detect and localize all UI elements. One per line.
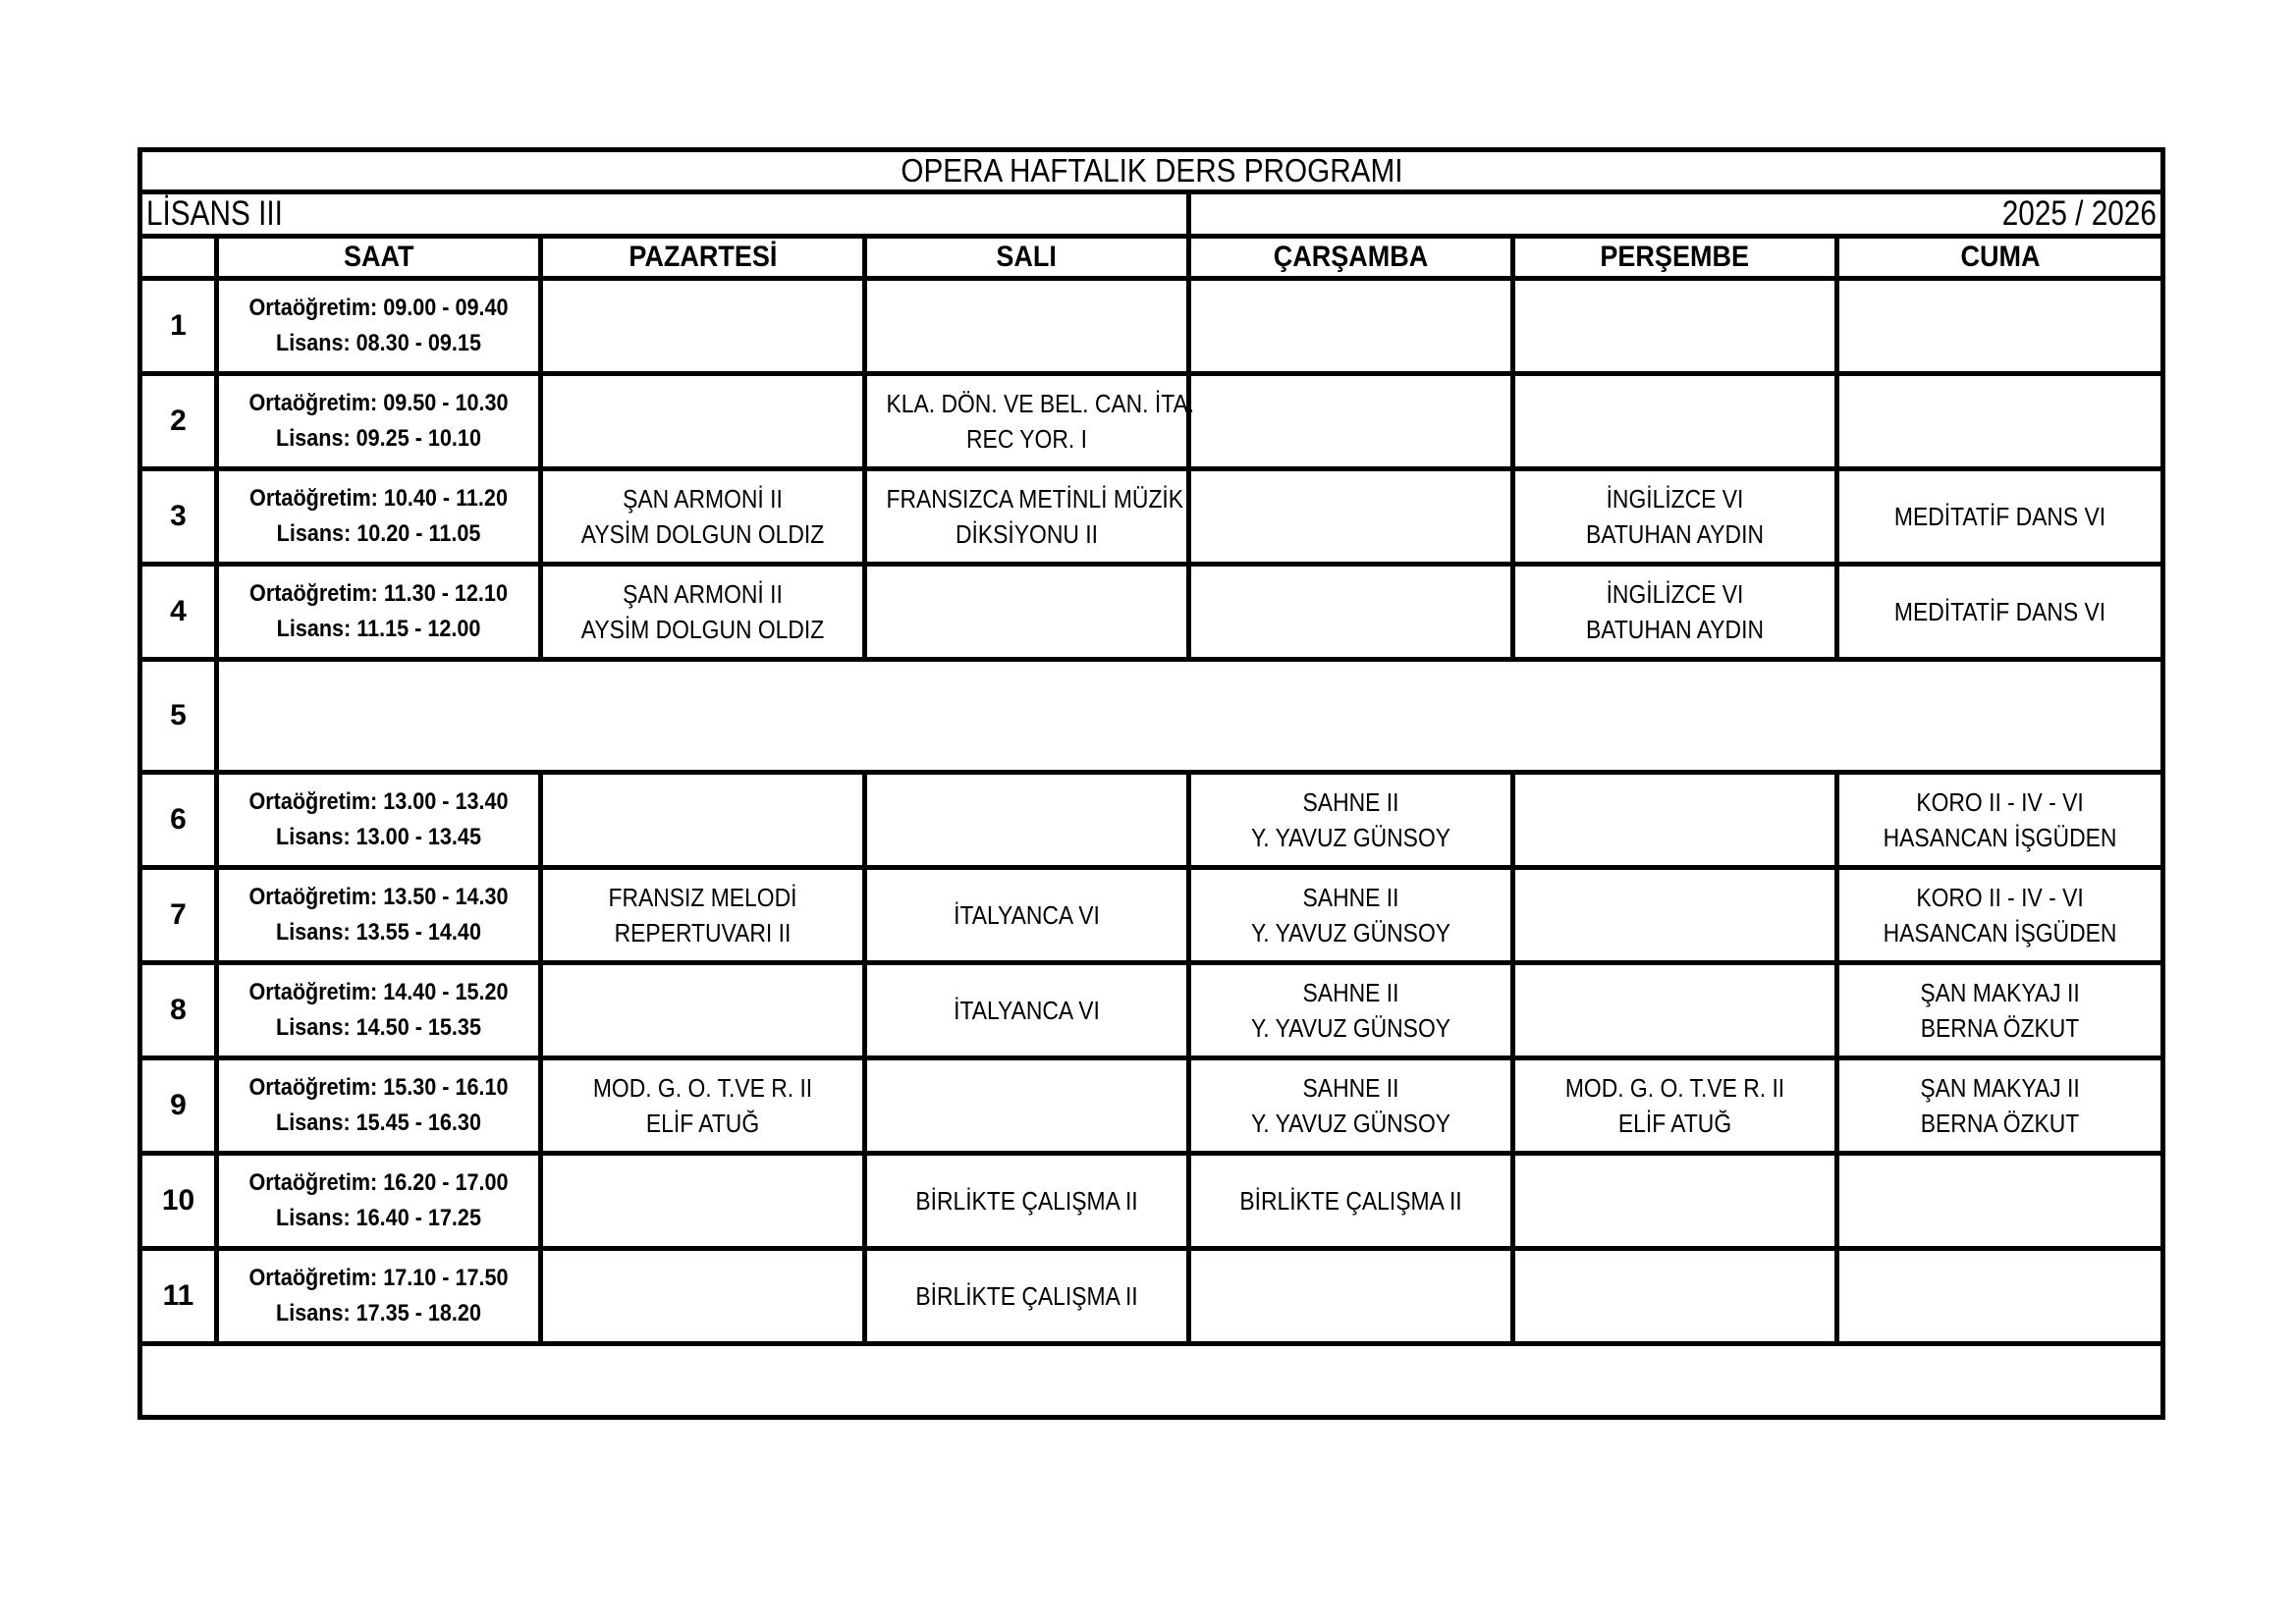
course-cell bbox=[1189, 1154, 1513, 1249]
instructor-name: Y. YAVUZ GÜNSOY bbox=[1250, 918, 1451, 947]
course-cell bbox=[541, 1154, 865, 1249]
course-name: ŞAN MAKYAJ II bbox=[1920, 978, 2080, 1007]
course-name: SAHNE II bbox=[1302, 978, 1399, 1007]
undergrad-time: Lisans: 10.20 - 11.05 bbox=[276, 520, 481, 547]
course-cell bbox=[1513, 565, 1837, 660]
time-cell bbox=[217, 1058, 541, 1154]
course-cell bbox=[865, 1249, 1189, 1344]
break-cell bbox=[217, 660, 2163, 773]
course-cell bbox=[1189, 565, 1513, 660]
course-cell bbox=[1837, 1249, 2163, 1344]
course-name: SAHNE II bbox=[1302, 883, 1399, 912]
course-cell bbox=[541, 565, 865, 660]
instructor-name: HASANCAN İŞGÜDEN bbox=[1883, 823, 2117, 852]
table-row bbox=[140, 1058, 2163, 1154]
course-name: BİRLİKTE ÇALIŞMA II bbox=[915, 1186, 1138, 1216]
course-name: KORO II - IV - VI bbox=[1916, 883, 2084, 912]
course-cell bbox=[1189, 374, 1513, 469]
time-cell bbox=[217, 1249, 541, 1344]
course-cell bbox=[1513, 1058, 1837, 1154]
course-cell bbox=[865, 469, 1189, 565]
table-row bbox=[140, 1249, 2163, 1344]
title-cell bbox=[140, 150, 2163, 192]
time-cell bbox=[217, 374, 541, 469]
undergrad-time: Lisans: 13.00 - 13.45 bbox=[276, 824, 481, 850]
time-cell bbox=[217, 469, 541, 565]
instructor-name: AYSİM DOLGUN OLDIZ bbox=[580, 519, 825, 549]
course-cell bbox=[1513, 374, 1837, 469]
course-name: ŞAN ARMONİ II bbox=[623, 484, 783, 514]
course-cell bbox=[541, 773, 865, 868]
course-cell bbox=[1837, 963, 2163, 1058]
time-cell bbox=[217, 868, 541, 963]
course-cell bbox=[1837, 374, 2163, 469]
course-cell bbox=[1513, 1249, 1837, 1344]
corner-cell bbox=[140, 237, 217, 279]
course-name: MOD. G. O. T.VE R. II bbox=[1564, 1073, 1785, 1103]
course-cell bbox=[1837, 773, 2163, 868]
course-cell bbox=[865, 868, 1189, 963]
page-title: OPERA HAFTALIK DERS PROGRAMI bbox=[900, 152, 1403, 189]
table-row bbox=[140, 374, 2163, 469]
time-cell bbox=[217, 773, 541, 868]
period-number: 2 bbox=[140, 374, 217, 469]
course-cell bbox=[541, 374, 865, 469]
instructor-name: DİKSİYONU II bbox=[956, 519, 1098, 549]
course-cell bbox=[1837, 1154, 2163, 1249]
course-name: SAHNE II bbox=[1302, 1073, 1399, 1103]
course-cell bbox=[1513, 279, 1837, 374]
course-cell bbox=[865, 1154, 1189, 1249]
course-name: MEDİTATİF DANS VI bbox=[1893, 502, 2106, 531]
course-cell bbox=[541, 868, 865, 963]
course-cell bbox=[1189, 1058, 1513, 1154]
course-cell bbox=[865, 565, 1189, 660]
course-cell bbox=[1189, 963, 1513, 1058]
instructor-name: BERNA ÖZKUT bbox=[1920, 1013, 2080, 1043]
course-cell bbox=[1837, 469, 2163, 565]
undergrad-time: Lisans: 16.40 - 17.25 bbox=[276, 1205, 481, 1231]
instructor-name: ELİF ATUĞ bbox=[1617, 1109, 1732, 1138]
undergrad-time: Lisans: 15.45 - 16.30 bbox=[276, 1110, 481, 1136]
time-cell bbox=[217, 963, 541, 1058]
course-cell bbox=[1189, 469, 1513, 565]
header-persembe: PERŞEMBE bbox=[1513, 237, 1837, 279]
level-label: LİSANS III bbox=[146, 194, 283, 233]
secondary-time: Ortaöğretim: 17.10 - 17.50 bbox=[248, 1265, 509, 1291]
schedule-table bbox=[137, 147, 2165, 1420]
table-row bbox=[140, 660, 2163, 773]
course-cell bbox=[1513, 773, 1837, 868]
time-cell bbox=[217, 1154, 541, 1249]
period-number: 3 bbox=[140, 469, 217, 565]
course-cell bbox=[541, 279, 865, 374]
course-name: KLA. DÖN. VE BEL. CAN. İTA. bbox=[886, 389, 1195, 418]
instructor-name: BERNA ÖZKUT bbox=[1920, 1109, 2080, 1138]
header-sali: SALI bbox=[865, 237, 1189, 279]
header-row bbox=[140, 237, 2163, 279]
period-number: 7 bbox=[140, 868, 217, 963]
course-name: İNGİLİZCE VI bbox=[1606, 579, 1744, 609]
period-number: 6 bbox=[140, 773, 217, 868]
instructor-name: Y. YAVUZ GÜNSOY bbox=[1250, 1109, 1451, 1138]
footer-cell bbox=[140, 1344, 2163, 1418]
period-number: 10 bbox=[140, 1154, 217, 1249]
course-cell bbox=[1189, 868, 1513, 963]
period-number: 8 bbox=[140, 963, 217, 1058]
undergrad-time: Lisans: 17.35 - 18.20 bbox=[276, 1300, 481, 1326]
course-cell bbox=[541, 1058, 865, 1154]
table-row bbox=[140, 469, 2163, 565]
course-cell bbox=[865, 773, 1189, 868]
course-name: MOD. G. O. T.VE R. II bbox=[592, 1073, 813, 1103]
course-name: ŞAN ARMONİ II bbox=[623, 579, 783, 609]
secondary-time: Ortaöğretim: 13.00 - 13.40 bbox=[248, 788, 509, 815]
instructor-name: Y. YAVUZ GÜNSOY bbox=[1250, 1013, 1451, 1043]
period-number: 5 bbox=[140, 660, 217, 773]
secondary-time: Ortaöğretim: 09.50 - 10.30 bbox=[248, 390, 509, 416]
course-name: İTALYANCA VI bbox=[954, 996, 1100, 1025]
instructor-name: BATUHAN AYDIN bbox=[1586, 615, 1764, 644]
secondary-time: Ortaöğretim: 14.40 - 15.20 bbox=[248, 979, 509, 1005]
instructor-name: BATUHAN AYDIN bbox=[1586, 519, 1764, 549]
course-cell bbox=[865, 1058, 1189, 1154]
instructor-name: Y. YAVUZ GÜNSOY bbox=[1250, 823, 1451, 852]
undergrad-time: Lisans: 14.50 - 15.35 bbox=[276, 1014, 481, 1041]
level-cell bbox=[140, 192, 1189, 237]
course-name: SAHNE II bbox=[1302, 787, 1399, 817]
instructor-name: REC YOR. I bbox=[966, 424, 1087, 454]
secondary-time: Ortaöğretim: 16.20 - 17.00 bbox=[248, 1169, 509, 1196]
secondary-time: Ortaöğretim: 09.00 - 09.40 bbox=[248, 295, 509, 321]
course-cell bbox=[541, 469, 865, 565]
period-number: 11 bbox=[140, 1249, 217, 1344]
header-carsamba: ÇARŞAMBA bbox=[1189, 237, 1513, 279]
undergrad-time: Lisans: 13.55 - 14.40 bbox=[276, 919, 481, 946]
secondary-time: Ortaöğretim: 10.40 - 11.20 bbox=[249, 485, 508, 512]
course-name: BİRLİKTE ÇALIŞMA II bbox=[915, 1281, 1138, 1311]
undergrad-time: Lisans: 09.25 - 10.10 bbox=[276, 425, 481, 452]
academic-year: 2025 / 2026 bbox=[2001, 194, 2158, 233]
table-row bbox=[140, 279, 2163, 374]
time-cell bbox=[217, 565, 541, 660]
table-row bbox=[140, 773, 2163, 868]
header-pazartesi: PAZARTESİ bbox=[541, 237, 865, 279]
course-cell bbox=[1513, 1154, 1837, 1249]
course-cell bbox=[865, 963, 1189, 1058]
table-row bbox=[140, 565, 2163, 660]
course-cell bbox=[1513, 963, 1837, 1058]
year-cell bbox=[1189, 192, 2163, 237]
course-cell bbox=[1189, 773, 1513, 868]
undergrad-time: Lisans: 08.30 - 09.15 bbox=[276, 330, 481, 356]
instructor-name: HASANCAN İŞGÜDEN bbox=[1883, 918, 2117, 947]
course-cell bbox=[541, 963, 865, 1058]
undergrad-time: Lisans: 11.15 - 12.00 bbox=[276, 616, 481, 642]
course-cell bbox=[1837, 565, 2163, 660]
course-name: ŞAN MAKYAJ II bbox=[1920, 1073, 2080, 1103]
course-cell bbox=[865, 374, 1195, 469]
course-cell bbox=[1837, 279, 2163, 374]
period-number: 1 bbox=[140, 279, 217, 374]
course-cell bbox=[865, 279, 1189, 374]
course-cell bbox=[1837, 868, 2163, 963]
secondary-time: Ortaöğretim: 15.30 - 16.10 bbox=[248, 1074, 509, 1101]
course-name: FRANSIZ MELODİ bbox=[608, 883, 797, 912]
course-cell bbox=[1189, 279, 1513, 374]
secondary-time: Ortaöğretim: 13.50 - 14.30 bbox=[248, 884, 509, 910]
schedule-sheet bbox=[137, 147, 2160, 1420]
secondary-time: Ortaöğretim: 11.30 - 12.10 bbox=[249, 580, 508, 607]
footer-row bbox=[140, 1344, 2163, 1418]
period-number: 4 bbox=[140, 565, 217, 660]
course-cell bbox=[1513, 868, 1837, 963]
course-cell bbox=[1189, 1249, 1513, 1344]
course-name: MEDİTATİF DANS VI bbox=[1893, 597, 2106, 626]
course-name: BİRLİKTE ÇALIŞMA II bbox=[1239, 1186, 1462, 1216]
course-cell bbox=[1513, 469, 1837, 565]
course-name: KORO II - IV - VI bbox=[1916, 787, 2084, 817]
instructor-name: AYSİM DOLGUN OLDIZ bbox=[580, 615, 825, 644]
course-name: İTALYANCA VI bbox=[954, 900, 1100, 930]
table-row bbox=[140, 1154, 2163, 1249]
period-number: 9 bbox=[140, 1058, 217, 1154]
header-saat: SAAT bbox=[217, 237, 541, 279]
table-row bbox=[140, 963, 2163, 1058]
time-cell bbox=[217, 279, 541, 374]
course-cell bbox=[541, 1249, 865, 1344]
course-name: İNGİLİZCE VI bbox=[1606, 484, 1744, 514]
course-cell bbox=[1837, 1058, 2163, 1154]
header-cuma: CUMA bbox=[1837, 237, 2163, 279]
instructor-name: ELİF ATUĞ bbox=[645, 1109, 760, 1138]
table-row bbox=[140, 868, 2163, 963]
instructor-name: REPERTUVARI II bbox=[614, 918, 792, 947]
course-name: FRANSIZCA METİNLİ MÜZİK bbox=[886, 484, 1184, 514]
